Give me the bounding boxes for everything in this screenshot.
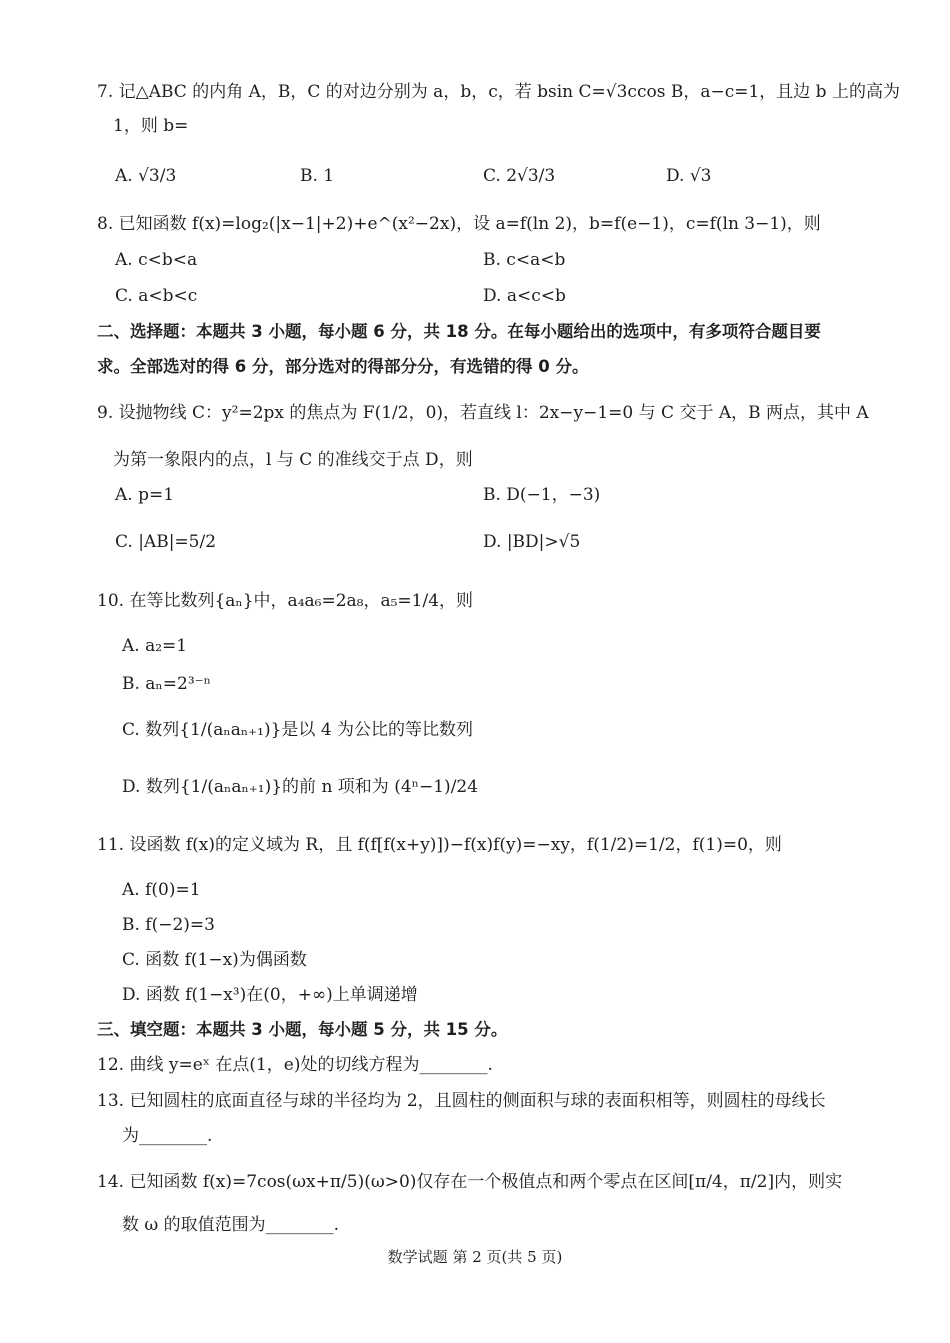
q9-option-c: C. |AB|=5/2 [115, 532, 217, 552]
section2-header-line2: 求。全部选对的得 6 分，部分选对的得部分分，有选错的得 0 分。 [97, 357, 589, 376]
q13-stem-line1: 13. 已知圆柱的底面直径与球的半径均为 2，且圆柱的侧面积与球的表面积相等，则圆柱的母线长 [97, 1091, 826, 1111]
q7-option-b: B. 1 [300, 166, 335, 186]
q10-stem: 10. 在等比数列{aₙ}中，a₄a₆=2a₈，a₅=1/4，则 [97, 591, 474, 611]
q8-option-c: C. a<b<c [115, 286, 198, 306]
q13-stem-line2: 为________. [122, 1126, 213, 1146]
q14-stem-line1: 14. 已知函数 f(x)=7cos(ωx+π/5)(ω>0)仅存在一个极值点和两个零点在区间[π/4，π/2]内，则实 [97, 1172, 843, 1192]
q14-stem-line2: 数 ω 的取值范围为________. [122, 1215, 340, 1235]
q7-stem-line1: 7. 记△ABC 的内角 A，B，C 的对边分别为 a，b，c，若 bsin C=√3ccos B，a−c=1，且边 b 上的高为 [97, 82, 900, 102]
q10-option-a: A. a₂=1 [122, 636, 188, 656]
q8-option-a: A. c<b<a [115, 250, 198, 270]
q10-option-c: C. 数列{1/(aₙaₙ₊₁)}是以 4 为公比的等比数列 [122, 720, 474, 740]
q8-option-b: B. c<a<b [483, 250, 566, 270]
q11-option-d: D. 函数 f(1−x³)在(0，+∞)上单调递增 [122, 985, 418, 1005]
q10-option-d: D. 数列{1/(aₙaₙ₊₁)}的前 n 项和为 (4ⁿ−1)/24 [122, 777, 479, 797]
q9-option-d: D. |BD|>√5 [483, 532, 581, 552]
q11-option-a: A. f(0)=1 [122, 880, 201, 900]
q9-option-b: B. D(−1，−3) [483, 485, 601, 505]
q11-stem: 11. 设函数 f(x)的定义域为 R，且 f(f[f(x+y)])−f(x)f(y)=−xy，f(1/2)=1/2，f(1)=0，则 [97, 835, 782, 855]
q9-option-a: A. p=1 [115, 485, 175, 505]
q10-option-b: B. aₙ=2³⁻ⁿ [122, 674, 211, 694]
q7-option-c: C. 2√3/3 [483, 166, 556, 186]
q9-stem-line2: 为第一象限内的点，l 与 C 的准线交于点 D，则 [113, 450, 473, 470]
q11-option-c: C. 函数 f(1−x)为偶函数 [122, 950, 307, 970]
q8-stem: 8. 已知函数 f(x)=log₂(|x−1|+2)+e^(x²−2x)，设 a=f(ln 2)，b=f(e−1)，c=f(ln 3−1)，则 [97, 214, 821, 234]
page-footer: 数学试题 第 2 页(共 5 页) [387, 1248, 563, 1266]
q8-option-d: D. a<c<b [483, 286, 566, 306]
section3-header: 三、填空题：本题共 3 小题，每小题 5 分，共 15 分。 [97, 1020, 508, 1039]
section2-header-line1: 二、选择题：本题共 3 小题，每小题 6 分，共 18 分。在每小题给出的选项中，有多项符合题目要 [97, 322, 821, 341]
q7-option-d: D. √3 [666, 166, 712, 186]
q7-stem-line2: 1，则 b= [113, 116, 189, 136]
q9-stem-line1: 9. 设抛物线 C：y²=2px 的焦点为 F(1/2，0)，若直线 l：2x−y−1=0 与 C 交于 A，B 两点，其中 A [97, 403, 869, 423]
q12-stem: 12. 曲线 y=eˣ 在点(1，e)处的切线方程为________. [97, 1055, 493, 1075]
q11-option-b: B. f(−2)=3 [122, 915, 215, 935]
q7-option-a: A. √3/3 [115, 166, 177, 186]
